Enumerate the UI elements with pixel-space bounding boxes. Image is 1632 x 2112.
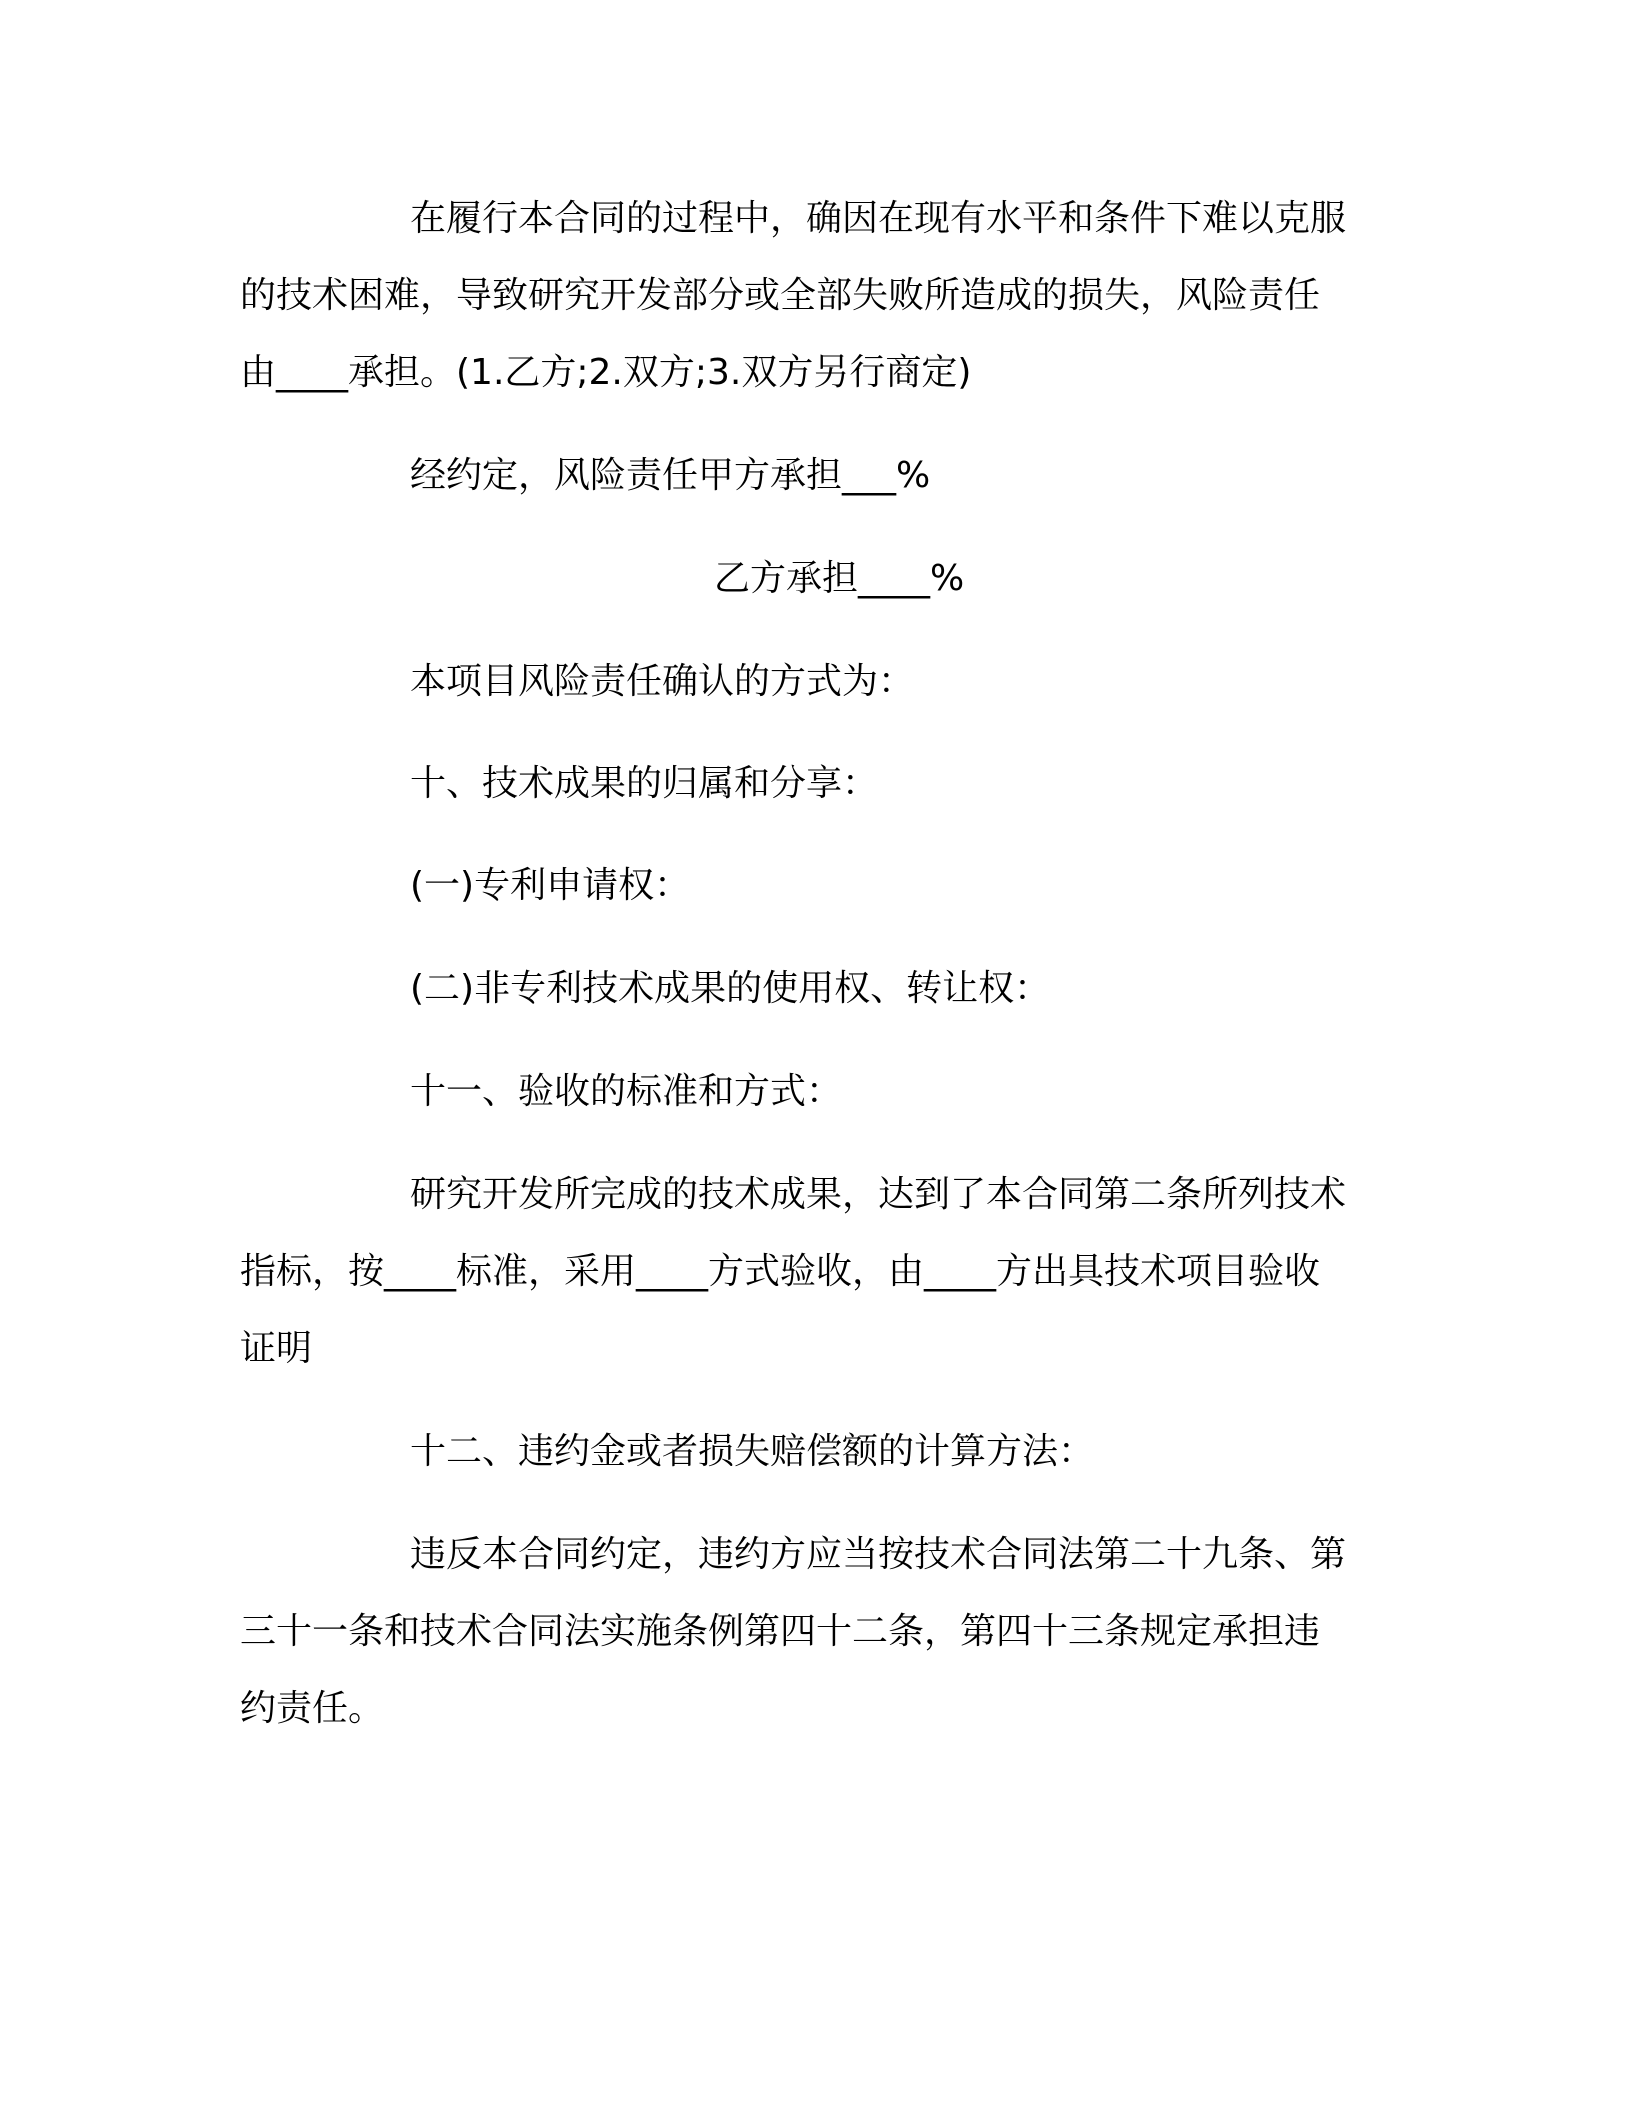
paragraph-risk-confirmation-method: 本项目风险责任确认的方式为： — [410, 661, 915, 702]
section-heading-ten: 十、技术成果的归属和分享： — [410, 763, 879, 804]
paragraph-acceptance-line-1: 研究开发所完成的技术成果，达到了本合同第二条所列技术 — [410, 1174, 1347, 1215]
paragraph-risk-intro-line-3: 由____承担。(1.乙方;2.双方;3.双方另行商定) — [240, 352, 972, 393]
section-heading-twelve: 十二、违约金或者损失赔偿额的计算方法： — [410, 1431, 1095, 1472]
paragraph-liability-line-1: 违反本合同约定，违约方应当按技术合同法第二十九条、第 — [410, 1534, 1347, 1575]
subsection-non-patent-rights: (二)非专利技术成果的使用权、转让权： — [410, 968, 1051, 1009]
paragraph-acceptance-line-3: 证明 — [240, 1328, 313, 1369]
paragraph-risk-intro-line-1: 在履行本合同的过程中，确因在现有水平和条件下难以克服 — [410, 198, 1347, 239]
section-heading-eleven: 十一、验收的标准和方式： — [410, 1071, 843, 1112]
paragraph-acceptance-line-2: 指标，按____标准，采用____方式验收，由____方出具技术项目验收 — [240, 1251, 1321, 1292]
paragraph-liability-line-3: 约责任。 — [240, 1688, 385, 1729]
paragraph-risk-party-b-share: 乙方承担____% — [714, 558, 965, 599]
paragraph-liability-line-2: 三十一条和技术合同法实施条例第四十二条，第四十三条规定承担违 — [240, 1611, 1321, 1652]
paragraph-risk-intro-line-2: 的技术困难，导致研究开发部分或全部失败所造成的损失，风险责任 — [240, 275, 1321, 316]
paragraph-risk-party-a-share: 经约定，风险责任甲方承担___% — [410, 455, 931, 496]
subsection-patent-right: (一)专利申请权： — [410, 865, 691, 906]
